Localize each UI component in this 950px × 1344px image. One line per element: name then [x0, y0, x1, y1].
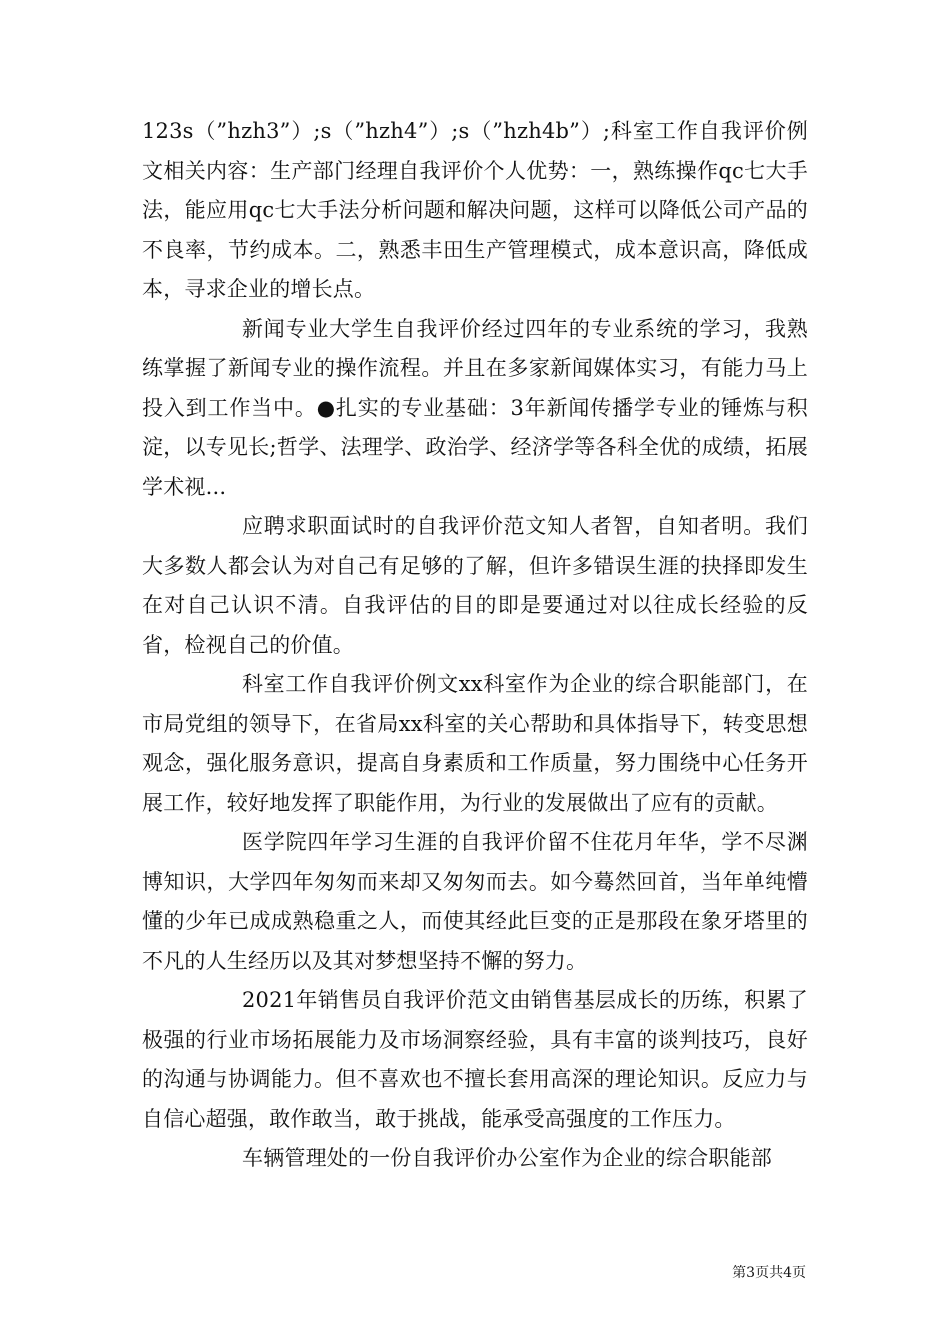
paragraph-1: 123s（”hzh3”）;s（”hzh4”）;s（”hzh4b”）;科室工作自我评价例文相关内容：生产部门经理自我评价个人优势：一，熟练操作qc七大手法，能应用qc七大手法分析问题和解决问题，这样可以降低公司产品的不良率，节约成本。二，熟悉丰田生产管理模式，成本意识高，降低成本，寻求企业的增长点。 — [142, 119, 808, 301]
paragraph-7: 车辆管理处的一份自我评价办公室作为企业的综合职能部 — [242, 1146, 772, 1170]
paragraph-4: 科室工作自我评价例文xx科室作为企业的综合职能部门，在市局党组的领导下，在省局xx科室的关心帮助和具体指导下，转变思想观念，强化服务意识，提高自身素质和工作质量，努力围绕中心任务开展工作，较好地发挥了职能作用，为行业的发展做出了应有的贡献。 — [142, 672, 808, 815]
paragraph-5: 医学院四年学习生涯的自我评价留不住花月年华，学不尽渊博知识，大学四年匆匆而来却又匆匆而去。如今蓦然回首，当年单纯懵懂的少年已成成熟稳重之人，而使其经此巨变的正是那段在象牙塔里的不凡的人生经历以及其对梦想坚持不懈的努力。 — [142, 830, 808, 973]
paragraph-6: 2021年销售员自我评价范文由销售基层成长的历练，积累了极强的行业市场拓展能力及市场洞察经验，具有丰富的谈判技巧，良好的沟通与协调能力。但不喜欢也不擅长套用高深的理论知识。反应力与自信心超强，敢作敢当，敢于挑战，能承受高强度的工作压力。 — [142, 988, 808, 1131]
paragraph-3: 应聘求职面试时的自我评价范文知人者智，自知者明。我们大多数人都会认为对自己有足够的了解，但许多错误生涯的抉择即发生在对自己认识不清。自我评估的目的即是要通过对以往成长经验的反省，检视自己的价值。 — [142, 514, 808, 657]
paragraph-2: 新闻专业大学生自我评价经过四年的专业系统的学习，我熟练掌握了新闻专业的操作流程。并且在多家新闻媒体实习，有能力马上投入到工作当中。●扎实的专业基础：3年新闻传播学专业的锤炼与积淀，以专见长;哲学、法理学、政治学、经济学等各科全优的成绩，拓展学术视... — [142, 316, 808, 499]
page-number-footer: 第3页共4页 — [732, 1265, 806, 1281]
document-body — [142, 112, 808, 1179]
